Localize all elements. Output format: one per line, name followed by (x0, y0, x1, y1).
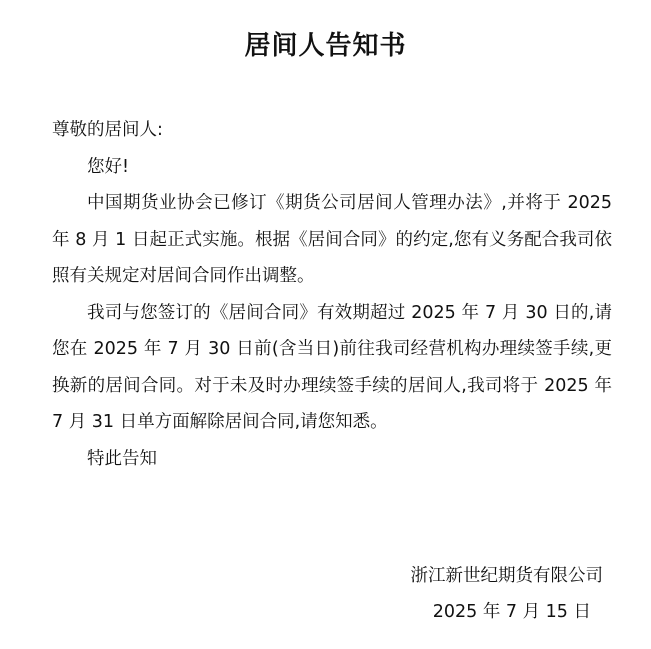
document-body (52, 112, 612, 477)
greeting: 您好! (87, 156, 130, 177)
paragraph-1: 中国期货业协会已修订《期货公司居间人管理办法》,并将于 2025 年 8 月 1 日起正式实施。根据《居间合同》的约定,您有义务配合我司依照有关规定对居间合同作出调整。 (52, 193, 612, 286)
paragraph-2: 我司与您签订的《居间合同》有效期超过 2025 年 7 月 30 日的,请您在 2025 年 7 月 30 日前(含当日)前往我司经营机构办理续签手续,更换新的居间合同。对于未及时办理续签手续的居间人,我司将于 2025 年 7 月 31 日单方面解除居间合同,请您知悉。 (52, 302, 612, 432)
document-title: 居间人告知书 (244, 31, 407, 61)
signature-company: 浙江新世纪期货有限公司 (410, 566, 603, 586)
signature-block (411, 558, 604, 630)
closing: 特此告知 (87, 448, 157, 469)
signature-date: 2025 年 7 月 15 日 (432, 602, 591, 622)
salutation: 尊敬的居间人: (52, 120, 163, 140)
